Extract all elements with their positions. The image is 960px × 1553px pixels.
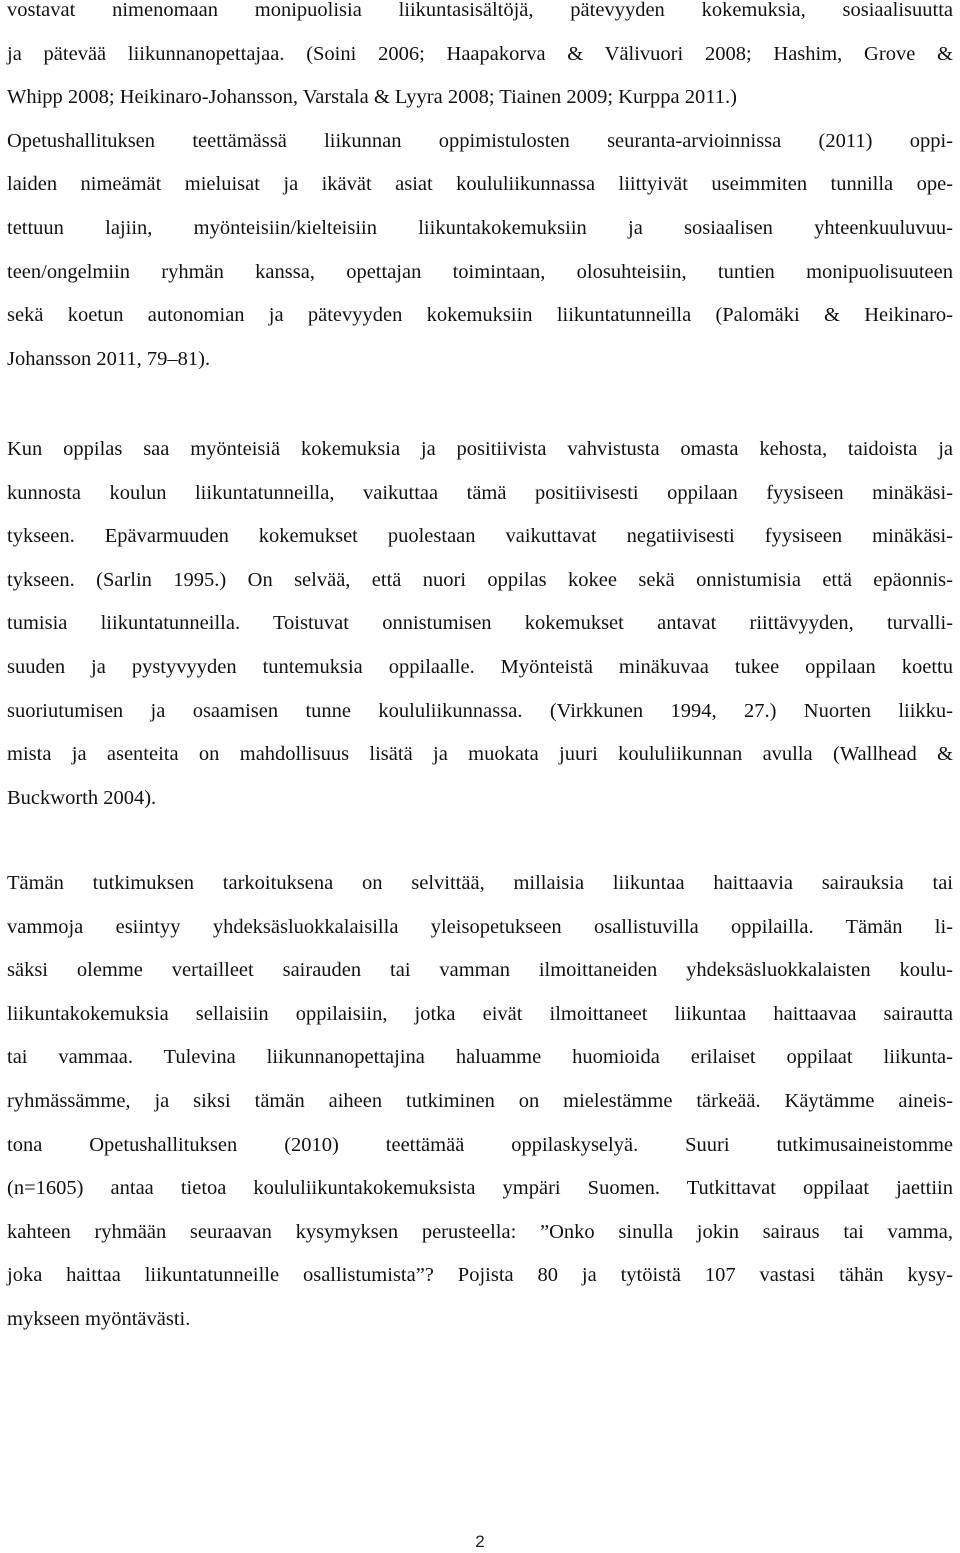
paragraph-1 xyxy=(7,0,953,381)
text-line: säksi olemme vertailleet sairauden tai vamman ilmoittaneiden yhdeksäsluokkalaisten koulu- xyxy=(7,959,953,982)
text-line: Opetushallituksen teettämässä liikunnan oppimistulosten seuranta-arvioinnissa (2011) oppi- xyxy=(7,129,953,152)
page-number: 2 xyxy=(475,1532,485,1551)
text-line: tona Opetushallituksen (2010) teettämää oppilaskyselyä. Suuri tutkimusaineistomme xyxy=(7,1133,953,1156)
text-line: Tämän tutkimuksen tarkoituksena on selvittää, millaisia liikuntaa haittaavia sairauksia tai xyxy=(7,872,953,894)
text-line: tykseen. Epävarmuuden kokemukset puolestaan vaikuttavat negatiivisesti fyysiseen minäkäsi- xyxy=(7,525,953,548)
text-line: sekä koetun autonomian ja pätevyyden kokemuksiin liikuntatunneilla (Palomäki & Heikinaro- xyxy=(7,304,953,327)
text-line: laiden nimeämät mieluisat ja ikävät asiat koululiikunnassa liittyivät useimmiten tunnilla ope- xyxy=(7,173,953,196)
text-line: suuden ja pystyvyyden tuntemuksia oppilaalle. Myönteistä minäkuvaa tukee oppilaan koettu xyxy=(7,655,953,678)
text-line: joka haittaa liikuntatunneille osallistumista”? Pojista 80 ja tytöistä 107 vastasi tähän kysy- xyxy=(7,1264,953,1287)
text-line: ryhmässämme, ja siksi tämän aiheen tutkiminen on mielestämme tärkeää. Käytämme aineis- xyxy=(7,1089,953,1112)
text-line: vostavat nimenomaan monipuolisia liikuntasisältöjä, pätevyyden kokemuksia, sosiaalisuutta xyxy=(7,0,953,21)
text-line: (n=1605) antaa tietoa koululiikuntakokemuksista ympäri Suomen. Tutkittavat oppilaat jaettiin xyxy=(7,1177,953,1200)
paragraph-3 xyxy=(7,862,953,1342)
text-line: suoriutumisen ja osaamisen tunne koululiikunnassa. (Virkkunen 1994, 27.) Nuorten liikku- xyxy=(7,699,953,722)
text-line: kahteen ryhmään seuraavan kysymyksen perusteella: ”Onko sinulla jokin sairaus tai vamma, xyxy=(7,1220,953,1243)
text-line: Whipp 2008; Heikinaro-Johansson, Varstala & Lyyra 2008; Tiainen 2009; Kurppa 2011.) xyxy=(7,86,737,109)
text-line: mista ja asenteita on mahdollisuus lisätä ja muokata juuri koululiikunnan avulla (Wallhead & xyxy=(7,743,953,766)
paragraph-2 xyxy=(7,428,953,820)
text-line: mykseen myöntävästi. xyxy=(7,1307,191,1330)
text-line: teen/ongelmiin ryhmän kanssa, opettajan toimintaan, olosuhteisiin, tuntien monipuolisuuteen xyxy=(7,260,953,283)
text-line: tai vammaa. Tulevina liikunnanopettajina haluamme huomioida erilaiset oppilaat liikunta- xyxy=(7,1046,953,1069)
text-line: tumisia liikuntatunneilla. Toistuvat onnistumisen kokemukset antavat riittävyyden, turvalli- xyxy=(7,612,953,635)
text-line: liikuntakokemuksia sellaisiin oppilaisiin, jotka eivät ilmoittaneet liikuntaa haittaavaa sairautta xyxy=(7,1002,953,1025)
text-line: tettuun lajiin, myönteisiin/kielteisiin liikuntakokemuksiin ja sosiaalisen yhteenkuuluvuu- xyxy=(7,216,953,239)
text-line: kunnosta koulun liikuntatunneilla, vaikuttaa tämä positiivisesti oppilaan fyysiseen minäkäsi- xyxy=(7,481,953,504)
text-line: Kun oppilas saa myönteisiä kokemuksia ja positiivista vahvistusta omasta kehosta, taidoista ja xyxy=(7,438,953,460)
text-line: tykseen. (Sarlin 1995.) On selvää, että nuori oppilas kokee sekä onnistumisia että epäonnis- xyxy=(7,568,953,591)
text-line: Buckworth 2004). xyxy=(7,786,157,809)
text-line: Johansson 2011, 79–81). xyxy=(7,347,211,370)
text-line: vammoja esiintyy yhdeksäsluokkalaisilla yleisopetukseen osallistuvilla oppilailla. Tämän li- xyxy=(7,915,953,938)
text-line: ja pätevää liikunnanopettajaa. (Soini 2006; Haapakorva & Välivuori 2008; Hashim, Grove & xyxy=(7,42,953,65)
